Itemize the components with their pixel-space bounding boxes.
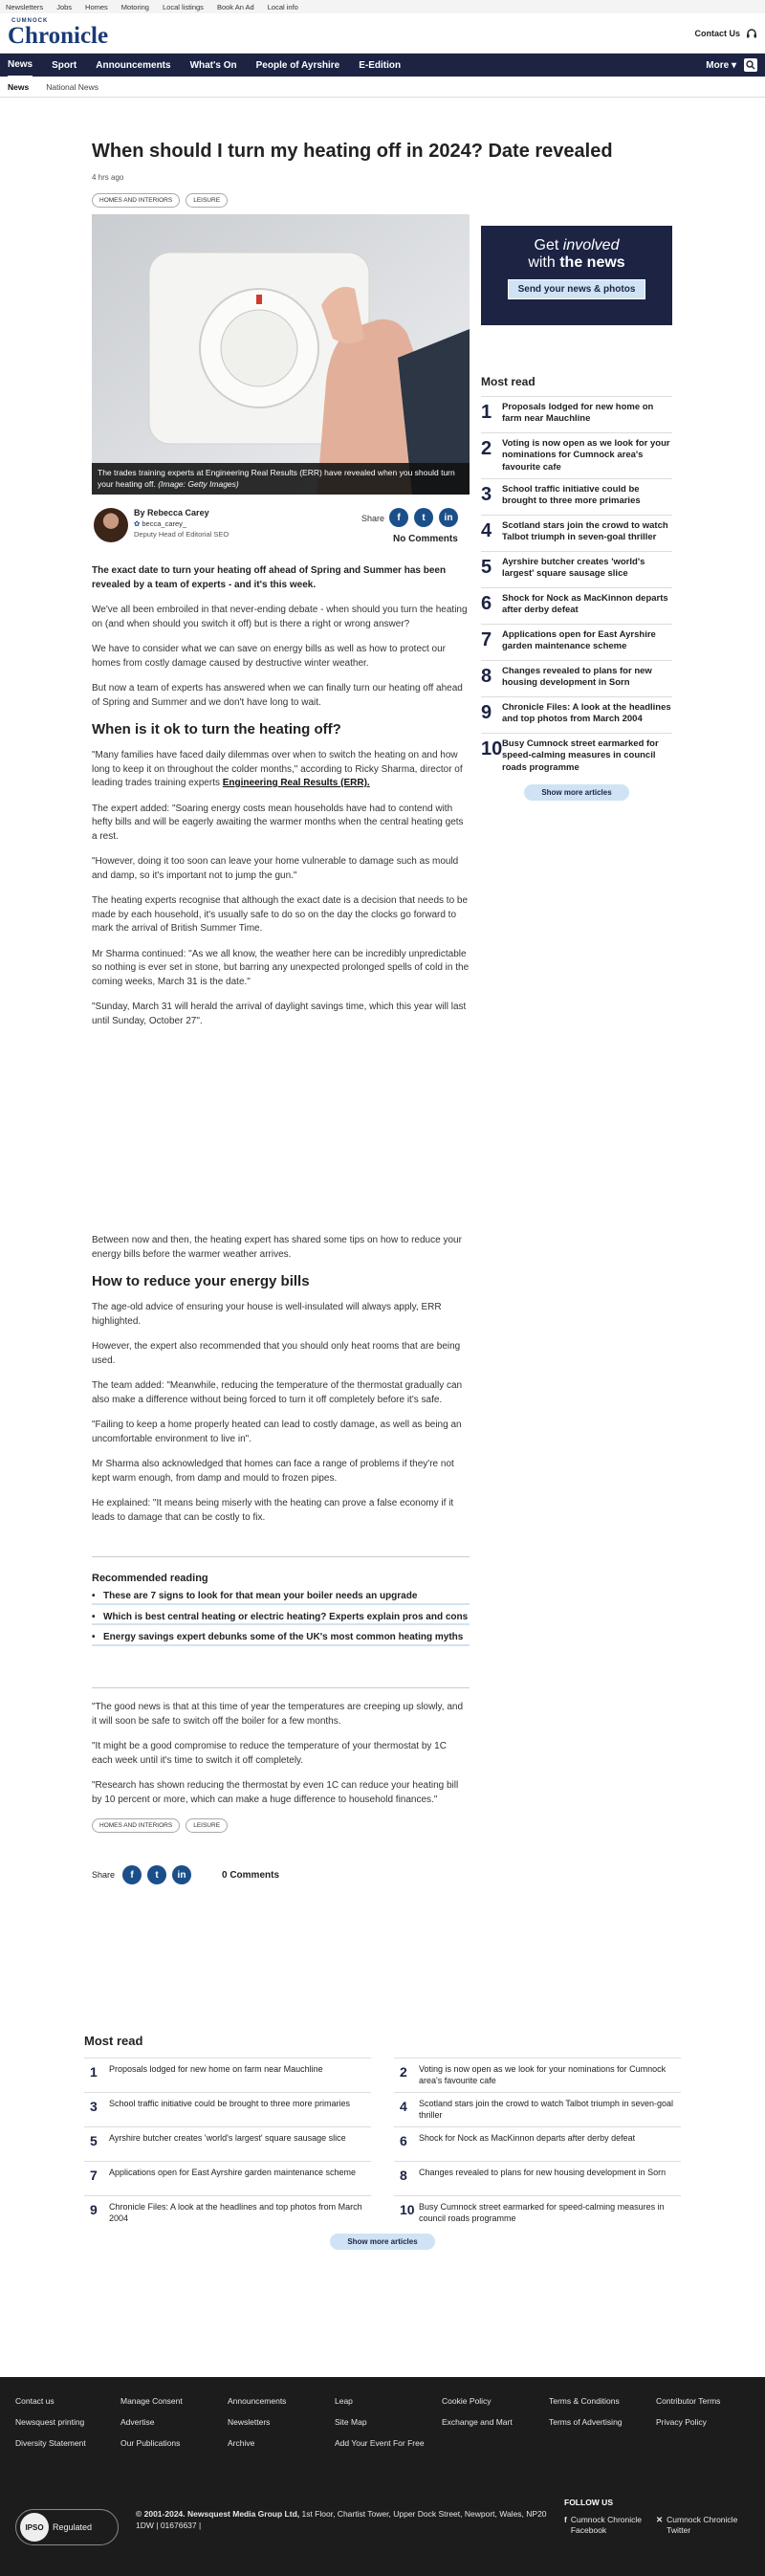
nav-more[interactable] (706, 60, 736, 71)
facebook-icon: f (564, 2515, 567, 2524)
most-read-item[interactable] (84, 2058, 371, 2092)
footer-link-newsquest-printing[interactable]: Newsquest printing (15, 2417, 85, 2427)
most-read-headline: Voting is now open as we look for your nominations for Cumnock area's favourite cafe (419, 2064, 667, 2085)
most-read-number: 2 (481, 438, 492, 459)
article-paragraph: The team added: "Meanwhile, reducing the temperature of the thermostat gradually can also make a difference without being forced to turn it off completely before it's safe. (92, 1380, 463, 1405)
footer-link-leap[interactable]: Leap (335, 2396, 353, 2406)
author-name[interactable] (134, 508, 209, 517)
twitter-icon: ✕ (656, 2515, 664, 2524)
ipso-regulated-badge[interactable] (15, 2509, 119, 2545)
ipso-logo-icon: IPSO (20, 2513, 49, 2542)
most-read-title: Most read (481, 375, 536, 388)
linkedin-share-icon[interactable]: in (172, 1865, 191, 1884)
most-read-number: 5 (90, 2133, 98, 2148)
article-body-continued (92, 1234, 470, 1536)
utility-bar (0, 0, 765, 13)
facebook-share-icon[interactable]: f (122, 1865, 142, 1884)
footer-link-newsletters[interactable]: Newsletters (228, 2417, 271, 2427)
most-read-number: 4 (481, 520, 492, 542)
footer-link-terms-advertising[interactable]: Terms of Advertising (549, 2417, 623, 2427)
article-paragraph: Between now and then, the heating expert has shared some tips on how to reduce your energy bills before the warmer weather arrives. (92, 1235, 462, 1260)
nav-more-label: More (706, 59, 730, 71)
most-read-number: 3 (90, 2099, 98, 2114)
promo-the-news: the news (559, 254, 625, 271)
ipso-text: Regulated (53, 2522, 93, 2532)
tag-homes-interiors[interactable]: HOMES AND INTERIORS (92, 1818, 180, 1833)
promo-line-2 (481, 254, 672, 272)
most-read-item[interactable] (84, 2126, 371, 2161)
bottom-share-bar (92, 1865, 470, 1886)
footer-link-site-map[interactable]: Site Map (335, 2417, 367, 2427)
recommended-link[interactable]: • Energy savings expert debunks some of the UK's most common heating myths (92, 1631, 470, 1646)
twitter-share-icon[interactable]: t (147, 1865, 166, 1884)
footer-link-our-publications[interactable]: Our Publications (120, 2438, 181, 2448)
most-read-headline: Changes revealed to plans for new housing development in Sorn (502, 666, 652, 689)
footer-link-archive[interactable]: Archive (228, 2438, 255, 2448)
facebook-share-icon[interactable]: f (389, 508, 408, 527)
promo-line-1 (481, 237, 672, 254)
most-read-number: 8 (481, 666, 492, 688)
contact-us-link[interactable] (694, 28, 757, 39)
most-read-item[interactable] (394, 2161, 681, 2195)
most-read-headline: Scotland stars join the crowd to watch Talbot triumph in seven-goal thriller (502, 520, 668, 543)
utility-homes[interactable]: Homes (85, 2, 108, 11)
most-read-headline: Proposals lodged for new home on farm near Mauchline (109, 2064, 323, 2074)
author-handle-text: becca_carey_ (142, 519, 187, 528)
utility-local-listings[interactable]: Local listings (162, 2, 204, 11)
copyright (136, 2509, 557, 2532)
most-read-item[interactable] (394, 2092, 681, 2126)
footer-link-contributor-terms[interactable]: Contributor Terms (656, 2396, 721, 2406)
article-body-end (92, 1701, 470, 1833)
utility-jobs[interactable]: Jobs (56, 2, 73, 11)
main-nav (0, 54, 765, 77)
author-prefix: By (134, 508, 145, 517)
masthead (0, 13, 765, 54)
most-read-item[interactable] (394, 2195, 681, 2230)
footer-link-cookie-policy[interactable]: Cookie Policy (442, 2396, 492, 2406)
most-read-number: 10 (400, 2202, 415, 2217)
article-paragraph: He explained: "It means being miserly with the heating can prove a false economy if it leads to damage that can be costly to fix. (92, 1498, 454, 1523)
thermostat-photo (92, 214, 470, 495)
article-paragraph: But now a team of experts has answered when we can finally turn our heating off ahead of Spring and Summer and we don't have long to wait. (92, 683, 463, 708)
nav-news[interactable]: News (8, 54, 33, 77)
footer-facebook-link[interactable] (564, 2515, 650, 2536)
footer-twitter-link[interactable] (656, 2515, 742, 2536)
twitter-bird-icon: ✿ (134, 519, 141, 528)
article-header (92, 140, 666, 208)
tag-list (92, 193, 666, 208)
article-paragraph: "Research has shown reducing the thermostat by even 1C can reduce your heating bill by 10 percent or more, which can make a huge difference to household finances." (92, 1780, 459, 1805)
most-read-number: 10 (481, 738, 503, 760)
most-read-headline: Chronicle Files: A look at the headlines and top photos from March 2004 (502, 702, 671, 725)
search-button[interactable] (744, 58, 757, 72)
caption-text: The trades training experts at Engineering Real Results (ERR) have revealed when you should turn your heating off. (98, 468, 455, 489)
utility-motoring[interactable]: Motoring (120, 2, 149, 11)
share-label: Share (361, 514, 385, 523)
search-icon (746, 60, 755, 70)
most-read-number: 9 (481, 702, 492, 724)
sub-nav (0, 77, 765, 98)
most-read-headline: Proposals lodged for new home on farm near Mauchline (502, 402, 654, 425)
article-paragraph: We have to consider what we can save on energy bills as well as how to protect our homes from costly damage caused by destructive winter weather. (92, 644, 447, 669)
footer-link-manage-consent[interactable]: Manage Consent (120, 2396, 183, 2406)
copyright-bold: © 2001-2024. Newsquest Media Group Ltd, (136, 2509, 300, 2519)
most-read-headline: Shock for Nock as MacKinnon departs after derby defeat (419, 2133, 636, 2143)
article-paragraph: "It might be a good compromise to reduce the temperature of your thermostat by 1C each week until it's time to switch it off completely. (92, 1741, 447, 1766)
most-read-item[interactable] (394, 2126, 681, 2161)
share-label: Share (92, 1870, 116, 1880)
image-caption (92, 463, 470, 495)
most-read-number: 2 (400, 2064, 407, 2080)
most-read-item[interactable] (481, 660, 672, 696)
site-footer (0, 2377, 765, 2576)
article-lead: The exact date to turn your heating off ahead of Spring and Summer has been revealed by a team of experts - and it's this week. (92, 565, 447, 590)
most-read-headline: Applications open for East Ayrshire garden maintenance scheme (502, 629, 656, 652)
linkedin-share-icon[interactable]: in (439, 508, 458, 527)
most-read-item[interactable] (84, 2195, 371, 2230)
most-read-item[interactable] (481, 432, 672, 478)
hero-image (92, 214, 470, 495)
twitter-share-icon[interactable]: t (414, 508, 433, 527)
section-heading-reduce: How to reduce your energy bills (92, 1273, 310, 1289)
promo-get: Get (534, 237, 563, 253)
footer-link-exchange-mart[interactable]: Exchange and Mart (442, 2417, 513, 2427)
most-read-headline: Changes revealed to plans for new housing development in Sorn (419, 2168, 667, 2177)
footer-link-terms[interactable]: Terms & Conditions (549, 2396, 620, 2406)
footer-links (15, 2396, 752, 2448)
article-paragraph (92, 749, 470, 791)
most-read-number: 3 (481, 484, 492, 506)
show-more-articles-button[interactable]: Show more articles (524, 784, 629, 801)
most-read-number: 6 (400, 2133, 407, 2148)
nav-announcements[interactable]: Announcements (96, 59, 171, 71)
send-news-button[interactable]: Send your news & photos (508, 279, 646, 299)
most-read-number: 9 (90, 2202, 98, 2217)
article-body (92, 564, 470, 1040)
promo-involved: involved (562, 237, 620, 253)
most-read-item[interactable] (481, 587, 672, 624)
most-read-headline: Ayrshire butcher creates 'world's largest' square sausage slice (502, 557, 645, 580)
subnav-national-news[interactable]: National News (46, 81, 99, 92)
footer-link-announcements[interactable]: Announcements (228, 2396, 287, 2406)
article-paragraph: We've all been embroiled in that never-ending debate - when should you turn the heating on (and when should you switch it off) but is there a right or wrong answer? (92, 605, 468, 629)
page-title: When should I turn my heating off in 2024? Date revealed (92, 141, 613, 162)
most-read-item[interactable] (481, 396, 672, 432)
headset-icon (746, 28, 757, 39)
most-read-item[interactable] (84, 2092, 371, 2126)
logo-top: CUMNOCK (11, 18, 49, 24)
chevron-down-icon: ▾ (731, 59, 736, 71)
most-read-item[interactable] (84, 2161, 371, 2195)
most-read-item[interactable] (481, 733, 672, 779)
divider (92, 1687, 470, 1688)
article-paragraph: "Sunday, March 31 will herald the arrival of daylight savings time, which this year will last until Sunday, October 27". (92, 1002, 467, 1026)
send-news-promo (481, 226, 672, 325)
most-read-number: 6 (481, 593, 492, 615)
most-read-grid (84, 2058, 681, 2230)
most-read-headline: Ayrshire butcher creates 'world's largest' square sausage slice (109, 2133, 346, 2143)
recommended-link[interactable]: • Which is best central heating or electric heating? Experts explain pros and cons (92, 1611, 470, 1626)
nav-whats-on[interactable]: What's On (189, 59, 237, 71)
most-read-item[interactable] (481, 515, 672, 551)
most-read-bottom (84, 2034, 681, 2250)
most-read-headline: School traffic initiative could be brought to three more primaries (109, 2099, 350, 2108)
recommended-reading (92, 1573, 470, 1652)
author-name-text: Rebecca Carey (147, 508, 209, 517)
article-paragraph: However, the expert also recommended that you should only heat rooms that are being used. (92, 1341, 461, 1366)
article-paragraph: Mr Sharma also acknowledged that homes can face a range of problems if they're not kept warm enough, from damp and mould to frozen pipes. (92, 1459, 454, 1484)
logo-name: Chronicle (8, 23, 109, 49)
comments-count-bottom[interactable]: 0 Comments (222, 1870, 280, 1881)
follow-us-title: FOLLOW US (564, 2498, 613, 2507)
byline (92, 505, 470, 547)
most-read-headline: Busy Cumnock street earmarked for speed-calming measures in council roads programme (419, 2202, 665, 2223)
copyright-address: 1st Floor, Chartist Tower, Upper Dock Street, Newport, Wales, NP20 1DW | 01676637 | (136, 2509, 547, 2530)
most-read-headline: Voting is now open as we look for your nominations for Cumnock area's favourite cafe (502, 438, 670, 473)
most-read-item[interactable] (394, 2058, 681, 2092)
recommended-link[interactable]: • These are 7 signs to look for that mean your boiler needs an upgrade (92, 1590, 470, 1605)
tag-leisure[interactable]: LEISURE (186, 193, 228, 208)
tag-list-bottom (92, 1818, 470, 1833)
article-paragraph: "Failing to keep a home properly heated can lead to costly damage, as well as being an uncomfortable environment to live in". (92, 1420, 462, 1444)
show-more-articles-button[interactable]: Show more articles (330, 2234, 435, 2250)
most-read-headline: Busy Cumnock street earmarked for speed-calming measures in council roads programme (502, 738, 659, 773)
nav-people-of-ayrshire[interactable]: People of Ayrshire (255, 59, 340, 71)
nav-e-edition[interactable]: E-Edition (359, 59, 402, 71)
most-read-headline: Scotland stars join the crowd to watch Talbot triumph in seven-goal thriller (419, 2099, 673, 2120)
most-read-item[interactable] (481, 551, 672, 587)
article-paragraph: The heating experts recognise that although the exact date is a decision that needs to be made by each household, it's usually safe to do so on the day the clocks go forward to mark the arrival of British Summer Time. (92, 895, 469, 934)
most-read-item[interactable] (481, 696, 672, 733)
footer-facebook-label: Cumnock Chronicle Facebook (570, 2515, 643, 2536)
utility-newsletters[interactable]: Newsletters (6, 2, 44, 11)
most-read-number: 8 (400, 2168, 407, 2183)
tag-homes-interiors[interactable]: HOMES AND INTERIORS (92, 193, 180, 208)
footer-twitter-label: Cumnock Chronicle Twitter (667, 2515, 738, 2536)
utility-local-info[interactable]: Local info (267, 2, 298, 11)
site-logo[interactable] (8, 18, 108, 48)
most-read-headline: Applications open for East Ayrshire garden maintenance scheme (109, 2168, 356, 2177)
utility-book-an-ad[interactable]: Book An Ad (216, 2, 254, 11)
article-paragraph: The age-old advice of ensuring your house is well-insulated will always apply, ERR highlighted. (92, 1302, 442, 1327)
footer-link-contact-us[interactable]: Contact us (15, 2396, 55, 2406)
most-read-headline: School traffic initiative could be brought to three more primaries (502, 484, 641, 507)
author-twitter-handle[interactable] (134, 519, 186, 528)
footer-link-privacy-policy[interactable]: Privacy Policy (656, 2417, 707, 2427)
article-timestamp: 4 hrs ago (92, 173, 124, 182)
section-heading-when: When is it ok to turn the heating off? (92, 721, 341, 738)
avatar (94, 508, 128, 542)
author-role: Deputy Head of Editorial SEO (134, 530, 230, 539)
article-paragraph: Mr Sharma continued: "As we all know, the weather here can be incredibly unpredictable so nothing is ever set in stone, but barring any unexpected prolonged spells of cold in the coming weeks, March 31 is the date." (92, 948, 470, 987)
paragraph-text: "Many families have faced daily dilemmas over when to switch the heating on and how long to keep it on throughout the colder months," according to Ricky Sharma, director of leading trades training experts (92, 750, 463, 788)
caption-credit: (Image: Getty Images) (158, 478, 239, 489)
subnav-news[interactable]: News (8, 81, 30, 92)
contact-us-label: Contact Us (694, 28, 740, 38)
divider (92, 1556, 470, 1557)
promo-with: with (528, 254, 560, 271)
article-paragraph: "However, doing it too soon can leave your home vulnerable to damage such as mould and damp, so it's important not to jump the gun." (92, 856, 459, 881)
most-read-item[interactable] (481, 624, 672, 660)
article-paragraph: The expert added: "Soaring energy costs mean households have had to contend with hefty bills and will be eagerly awaiting the warmer months when the central heating gets a rest. (92, 803, 464, 842)
tag-leisure[interactable]: LEISURE (186, 1818, 228, 1833)
err-link[interactable]: Engineering Real Results (ERR). (222, 778, 370, 788)
footer-link-diversity[interactable]: Diversity Statement (15, 2438, 86, 2448)
sidebar (481, 226, 672, 801)
most-read-headline: Chronicle Files: A look at the headlines and top photos from March 2004 (109, 2202, 362, 2223)
footer-link-advertise[interactable]: Advertise (120, 2417, 155, 2427)
most-read-number: 1 (90, 2064, 98, 2080)
most-read-number: 7 (481, 629, 492, 651)
most-read-number: 4 (400, 2099, 407, 2114)
most-read-number: 5 (481, 557, 492, 579)
most-read-number: 1 (481, 402, 492, 423)
article-paragraph: "The good news is that at this time of year the temperatures are creeping up slowly, and it will soon be safe to switch off the boiler for a few months. (92, 1702, 464, 1727)
comments-count[interactable]: No Comments (393, 534, 458, 544)
footer-link-add-event[interactable]: Add Your Event For Free (335, 2438, 425, 2448)
most-read-number: 7 (90, 2168, 98, 2183)
most-read-title: Most read (84, 2034, 143, 2048)
most-read-item[interactable] (481, 478, 672, 515)
most-read-headline: Shock for Nock as MacKinnon departs after derby defeat (502, 593, 668, 616)
recommended-title: Recommended reading (92, 1573, 208, 1584)
nav-sport[interactable]: Sport (52, 59, 77, 71)
